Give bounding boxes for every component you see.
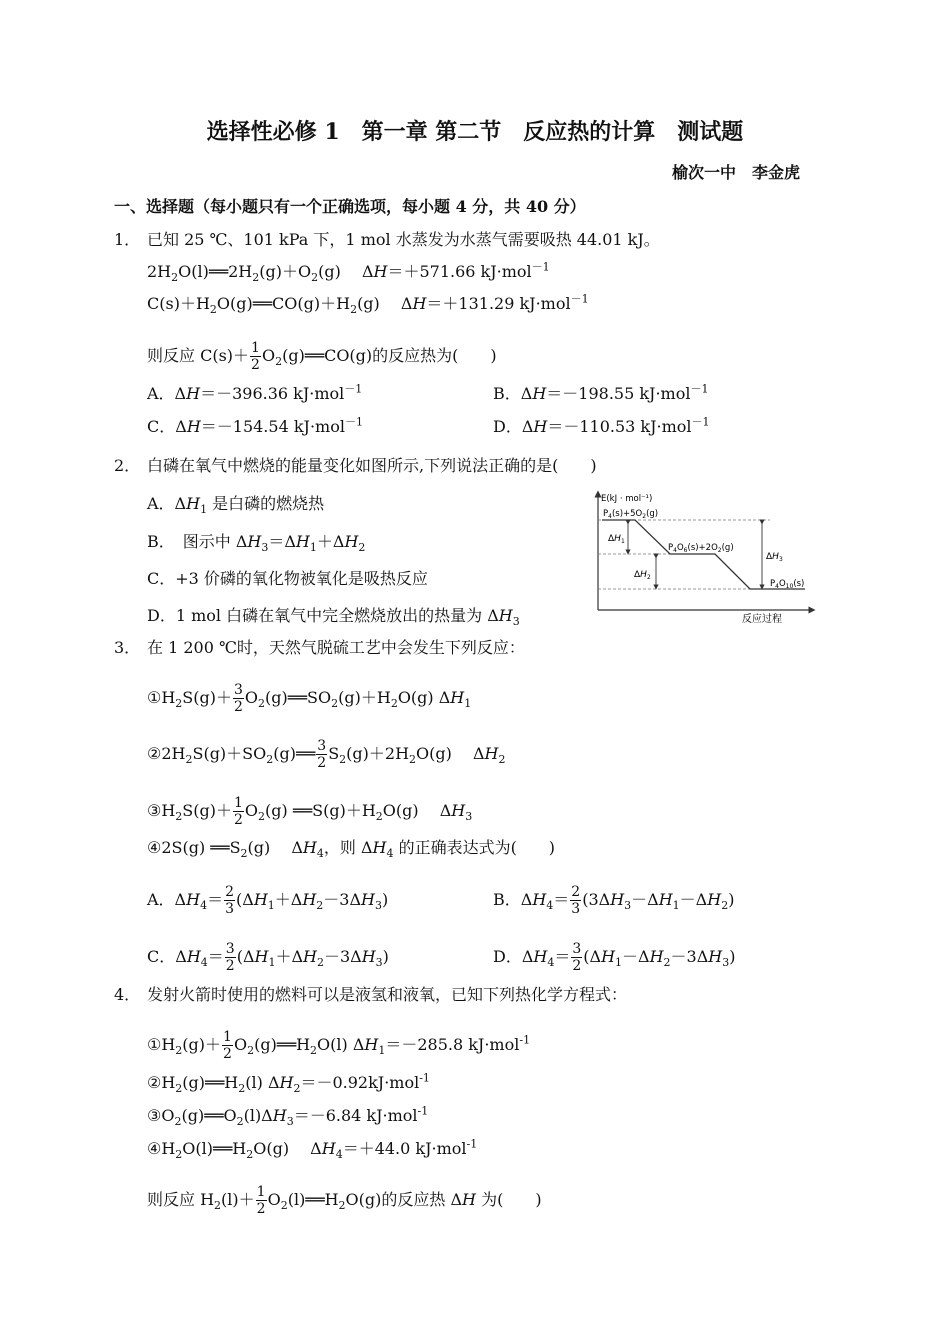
q1-option-a: A．ΔH＝－396.36 kJ·mol$^{-1}$ [147,382,363,403]
q3-option-d: D．$\Delta H_4=$ $\frac{3}{2}$ $(\Delta H_1-\Delta H_2-3\Delta H_3)$ [493,941,736,974]
q1-equation-2: $C(s)+H_2O(g)══CO(g)+H_2(g)$ ΔH＝＋131.29 kJ·mol$^{-1}$ [147,292,589,317]
q4-number: 4． [114,985,141,1004]
fraction: $\frac{1}{2}$ [223,1029,232,1062]
q1-option-d: D．ΔH＝－110.53 kJ·mol$^{-1}$ [493,415,710,436]
q1-number: 1． [114,230,141,249]
q2-number: 2． [114,456,141,475]
q3-option-b: B．$\Delta H_4=$ $\frac{2}{3}$ $(3\Delta H_3-\Delta H_1-\Delta H_2)$ [493,884,735,917]
q4-equation-1: $①H_2(g)+$ $\frac{1}{2}$ $O_2(g)══H_2O(l)$ $\Delta H_1=-285.8$ kJ·mol$^{-1}$ [147,1029,531,1062]
q4-equation-2: $②H_2(g)══H_2(l)$ $\Delta H_2=-0.92kJ\cdot mol^{-1}$ [147,1071,430,1096]
fraction: $\frac{3}{2}$ [317,738,327,771]
fraction: $\frac{3}{2}$ [225,941,235,974]
q3-number: 3． [114,638,141,657]
q1-stem: 已知 25 ℃、101 kPa 下，1 mol 水蒸发为水蒸气需要吸热 44.01 kJ。 [147,230,660,249]
label-p4o6-2o2: $P_4O_6(s)+2O_2(g)$ [668,543,734,554]
q1-question: 则反应 C(s)＋ $\frac{1}{2}$ $O_2(g)══CO(g)$的反应热为( ) [147,340,497,373]
fraction: $\frac{1}{2}$ [256,1184,266,1217]
q3-ask: 的正确表达式为( ) [398,838,556,857]
q1-eq1-dh: ＋571.66 kJ·mol [403,262,532,281]
dh3-label: $\Delta H_3$ [766,552,783,563]
q3-stem: 在 1 200 ℃时，天然气脱硫工艺中会发生下列反应： [147,638,525,657]
section-heading: 一、选择题（每小题只有一个正确选项，每小题 4 分，共 40 分） [114,197,586,216]
label-p4-5o2: $P_4(s)+5O_2(g)$ [603,509,659,520]
q1-equation-1: $2H_2O(l)══2H_2(g)+O_2(g)$ ΔH＝＋571.66 kJ·mol$^{-1}$ [147,260,550,285]
q1-ask: 的反应热为( ) [372,346,497,365]
q2-option-c: C．+3 价磷的氧化物被氧化是吸热反应 [147,569,428,588]
fraction: $\frac{3}{2}$ [234,682,243,715]
fraction: $\frac{2}{3}$ [571,884,581,917]
q1-option-b: B．ΔH＝－198.55 kJ·mol$^{-1}$ [493,382,709,403]
x-axis-label: 反应过程 [742,614,782,625]
page-title: 选择性必修 1 第一章 第二节 反应热的计算 测试题 [206,119,744,145]
q2-stem: 白磷在氧气中燃烧的能量变化如图所示,下列说法正确的是( ) [147,456,597,475]
fraction: $\frac{3}{2}$ [572,941,582,974]
q3-reaction-2: $②2H_2S(g)+SO_2(g)══$ $\frac{3}{2}$ $S_2(g)+2H_2O(g)$ $\Delta H_2$ [147,738,506,771]
q3-reaction-3: $③H_2S(g)+$ $\frac{1}{2}$ $O_2(g)$ $══S(g)+H_2O(g)$ $\Delta H_3$ [147,795,473,828]
q3-option-a: A．$\Delta H_4=$ $\frac{2}{3}$ $(\Delta H_1+\Delta H_2-3\Delta H_3)$ [147,884,389,917]
dh2-label: $\Delta H_2$ [634,570,651,581]
q1-eq2-dh: ＋131.29 kJ·mol [442,294,571,313]
label-p4o10: $P_4O_{10}(s)$ [770,579,805,590]
q4-equation-3: $③O_2(g)══O_2(l)\Delta H_3=-6.84$ kJ·mol$^{-1}$ [147,1104,429,1129]
q4-equation-4: $④H_2O(l)══H_2O(g)$ $\Delta H_4=+44.0$ kJ·mol$^{-1}$ [147,1137,478,1162]
fraction: $\frac{1}{2}$ [251,340,260,373]
q4-stem: 发射火箭时使用的燃料可以是液氢和液氧，已知下列热化学方程式： [147,985,628,1004]
q2-option-d: D．1 mol 白磷在氧气中完全燃烧放出的热量为 $\Delta H_3$ [147,606,520,629]
q1-option-c: C．ΔH＝－154.54 kJ·mol$^{-1}$ [147,415,363,436]
q2-option-a: A．$\Delta H_1$ 是白磷的燃烧热 [147,494,325,517]
dh1-label: $\Delta H_1$ [608,534,625,545]
q3-reaction-4: ④2S(g) $══S_2(g)$ $\Delta H_4$，则 $\Delta H_4$ 的正确表达式为( ) [147,838,556,861]
y-axis-label: E(kJ · mol⁻¹) [601,494,653,504]
energy-diagram [590,488,820,628]
fraction: $\frac{2}{3}$ [225,884,235,917]
q2-option-b: B． 图示中 $\Delta H_3=\Delta H_1+\Delta H_2$ [147,532,366,555]
q3-reaction-1: $①H_2S(g)+$ $\frac{3}{2}$ $O_2(g)══SO_2(g)+H_2O(g)$ $\Delta H_1$ [147,682,472,715]
fraction: $\frac{1}{2}$ [234,795,243,828]
q4-question: 则反应 $H_2(l)+$ $\frac{1}{2}$ $O_2(l)══H_2O(g)$的反应热 ΔH 为( ) [147,1184,542,1217]
author: 榆次一中 李金虎 [671,163,800,182]
q3-option-c: C．$\Delta H_4=$ $\frac{3}{2}$ $(\Delta H_1+\Delta H_2-3\Delta H_3)$ [147,941,389,974]
